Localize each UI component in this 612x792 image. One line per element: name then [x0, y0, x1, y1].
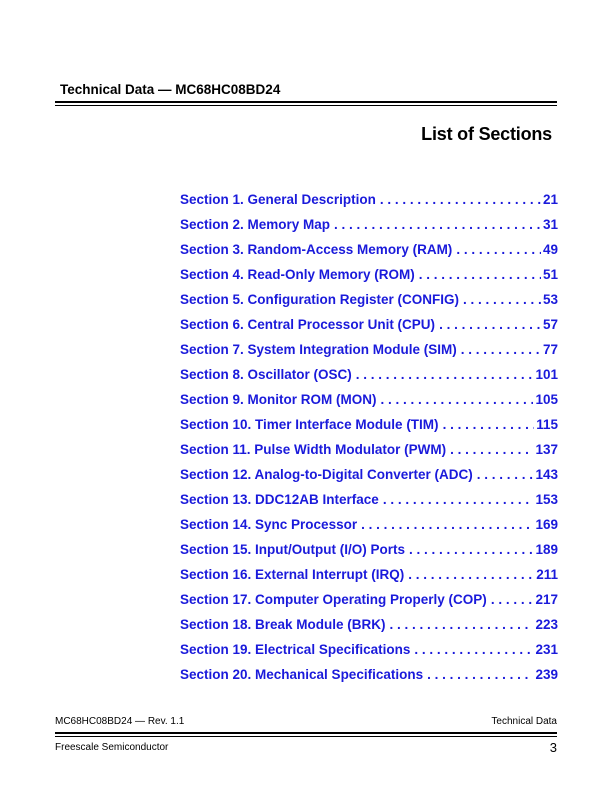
toc-entry-page: 231: [535, 642, 558, 657]
toc-leader-dots: [477, 467, 534, 482]
toc-entry-label: Section 14. Sync Processor: [180, 517, 358, 532]
toc-entry-page: 21: [542, 192, 558, 207]
toc-leader-dots: [390, 617, 534, 632]
toc-entry-page: 115: [536, 417, 558, 432]
toc-entry-section-10[interactable]: [180, 417, 558, 442]
toc-entry-section-4[interactable]: [180, 267, 558, 292]
toc-entry-page: 223: [535, 617, 558, 632]
toc-entry-page: 143: [535, 467, 558, 482]
toc-leader-dots: [408, 567, 534, 582]
toc-entry-section-15[interactable]: [180, 542, 558, 567]
toc-entry-section-19[interactable]: [180, 642, 558, 667]
toc-entry-section-20[interactable]: [180, 667, 558, 692]
toc-leader-dots: [361, 517, 533, 532]
toc-entry-section-14[interactable]: [180, 517, 558, 542]
header-rule-thin: [55, 105, 557, 106]
toc-leader-dots: [463, 292, 541, 307]
toc-entry-section-13[interactable]: [180, 492, 558, 517]
footer-doc-type: Technical Data: [491, 716, 557, 727]
toc-entry-page: 51: [542, 267, 558, 282]
toc-entry-section-7[interactable]: [180, 342, 558, 367]
toc-leader-dots: [414, 642, 533, 657]
toc-entry-section-16[interactable]: [180, 567, 558, 592]
toc-entry-page: 239: [535, 667, 558, 682]
toc-leader-dots: [450, 442, 533, 457]
toc-leader-dots: [409, 542, 533, 557]
toc-entry-label: Section 7. System Integration Module (SIM): [180, 342, 457, 357]
list-of-sections-title: List of Sections: [421, 124, 552, 144]
toc-leader-dots: [419, 267, 541, 282]
footer-doc-rev: MC68HC08BD24 — Rev. 1.1: [55, 716, 185, 727]
toc-entry-label: Section 3. Random-Access Memory (RAM): [180, 242, 453, 257]
toc-entry-section-17[interactable]: [180, 592, 558, 617]
toc-entry-page: 217: [535, 592, 558, 607]
toc-entry-section-5[interactable]: [180, 292, 558, 317]
toc-leader-dots: [383, 492, 534, 507]
footer-rule-thin: [55, 736, 557, 737]
toc-entry-section-3[interactable]: [180, 242, 558, 267]
toc-entry-label: Section 16. External Interrupt (IRQ): [180, 567, 405, 582]
toc-entry-label: Section 1. General Description: [180, 192, 376, 207]
footer-company: Freescale Semiconductor: [55, 742, 169, 753]
toc-entry-section-8[interactable]: [180, 367, 558, 392]
toc-entry-page: 53: [542, 292, 558, 307]
toc-entry-label: Section 13. DDC12AB Interface: [180, 492, 379, 507]
toc-entry-page: 189: [535, 542, 558, 557]
toc-entry-page: 105: [535, 392, 558, 407]
toc-entry-label: Section 20. Mechanical Specifications: [180, 667, 424, 682]
toc-entry-page: 211: [536, 567, 558, 582]
toc-entry-label: Section 15. Input/Output (I/O) Ports: [180, 542, 405, 557]
footer-page-number: 3: [549, 740, 557, 755]
toc-entry-label: Section 18. Break Module (BRK): [180, 617, 386, 632]
toc-entry-label: Section 17. Computer Operating Properly (COP): [180, 592, 487, 607]
toc-leader-dots: [334, 217, 541, 232]
toc-entry-page: 169: [535, 517, 558, 532]
toc-entry-page: 77: [542, 342, 558, 357]
toc-entry-label: Section 5. Configuration Register (CONFIG): [180, 292, 460, 307]
toc-leader-dots: [381, 392, 534, 407]
toc-entry-label: Section 2. Memory Map: [180, 217, 331, 232]
toc-entry-page: 137: [535, 442, 558, 457]
toc-leader-dots: [380, 192, 541, 207]
toc-entry-label: Section 8. Oscillator (OSC): [180, 367, 352, 382]
toc-entry-label: Section 4. Read-Only Memory (ROM): [180, 267, 415, 282]
toc-entry-page: 101: [535, 367, 558, 382]
toc-entry-section-12[interactable]: [180, 467, 558, 492]
toc-entry-section-18[interactable]: [180, 617, 558, 642]
toc-entry-page: 31: [542, 217, 558, 232]
toc-entry-label: Section 6. Central Processor Unit (CPU): [180, 317, 436, 332]
toc-entry-label: Section 9. Monitor ROM (MON): [180, 392, 377, 407]
toc-leader-dots: [443, 417, 535, 432]
toc-leader-dots: [456, 242, 541, 257]
toc-entry-label: Section 12. Analog-to-Digital Converter (ADC): [180, 467, 473, 482]
toc-entry-page: 153: [535, 492, 558, 507]
toc-leader-dots: [427, 667, 533, 682]
toc-leader-dots: [356, 367, 534, 382]
footer-rule: [55, 732, 557, 734]
toc-entry-label: Section 19. Electrical Specifications: [180, 642, 411, 657]
toc-entry-section-9[interactable]: [180, 392, 558, 417]
table-of-contents: [180, 192, 558, 692]
toc-entry-label: Section 10. Timer Interface Module (TIM): [180, 417, 439, 432]
toc-entry-section-2[interactable]: [180, 217, 558, 242]
toc-leader-dots: [491, 592, 534, 607]
toc-leader-dots: [461, 342, 541, 357]
toc-entry-page: 49: [542, 242, 558, 257]
toc-entry-page: 57: [542, 317, 558, 332]
header-title: Technical Data — MC68HC08BD24: [60, 82, 281, 97]
toc-entry-section-11[interactable]: [180, 442, 558, 467]
header-rule: [55, 101, 557, 103]
toc-leader-dots: [439, 317, 541, 332]
toc-entry-section-1[interactable]: [180, 192, 558, 217]
toc-entry-section-6[interactable]: [180, 317, 558, 342]
toc-entry-label: Section 11. Pulse Width Modulator (PWM): [180, 442, 447, 457]
